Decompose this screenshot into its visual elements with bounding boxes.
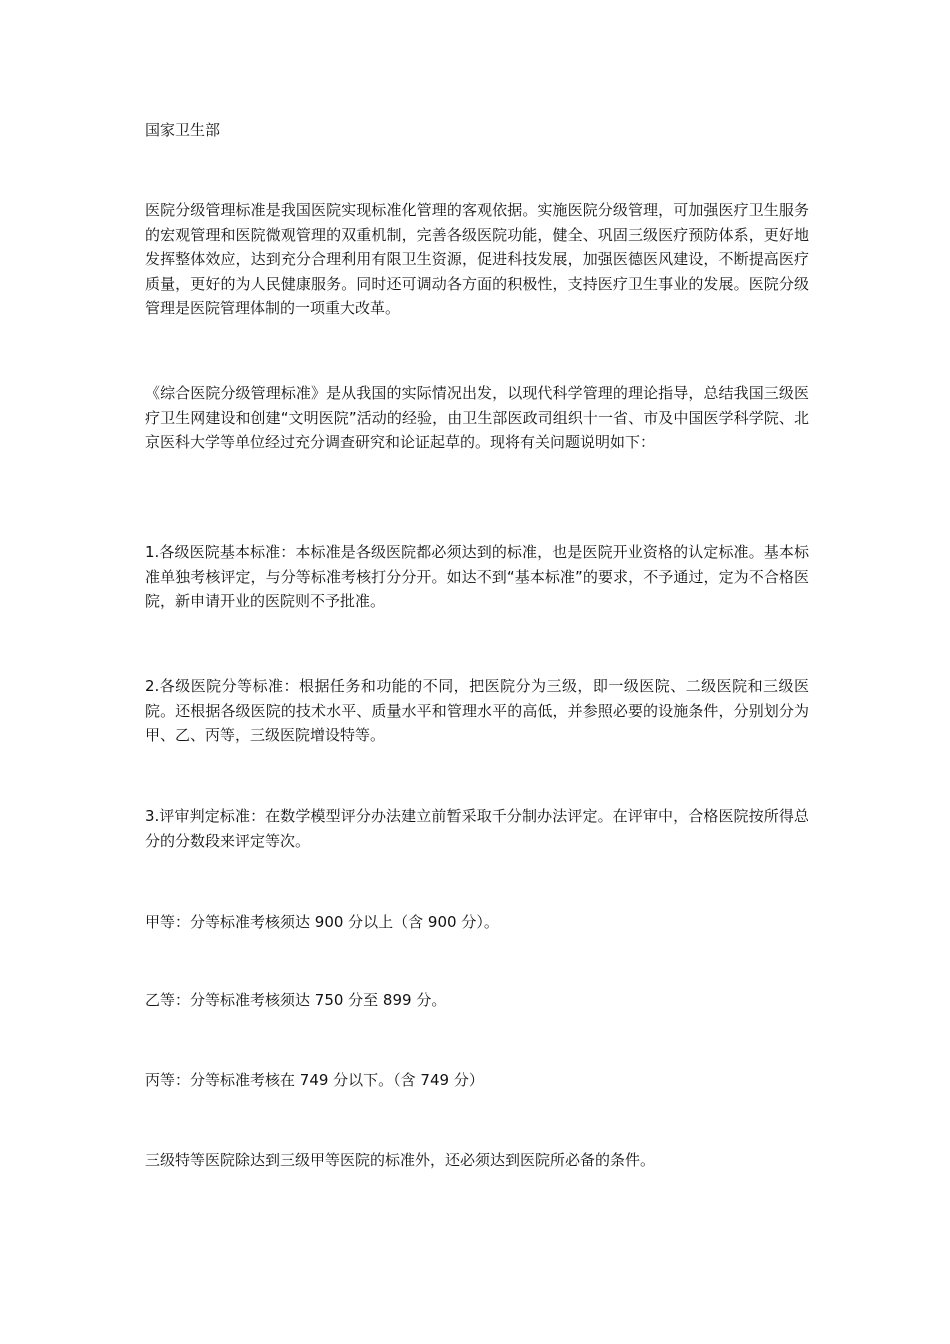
document-header: 国家卫生部 bbox=[145, 121, 221, 139]
grade-c-line: 丙等：分等标准考核在 749 分以下。（含 749 分） bbox=[145, 1071, 484, 1089]
item-basic-standard: 1.各级医院基本标准：本标准是各级医院都必须达到的标准，也是医院开业资格的认定标准。基本标准单独考核评定，与分等标准考核打分分开。如达不到“基本标准”的要求，不予通过，定为不合格医院，新申请开业的医院则不予批准。 bbox=[145, 543, 809, 610]
grade-b-line: 乙等：分等标准考核须达 750 分至 899 分。 bbox=[145, 991, 447, 1009]
standard-paragraph: 《综合医院分级管理标准》是从我国的实际情况出发，以现代科学管理的理论指导，总结我国三级医疗卫生网建设和创建“文明医院”活动的经验，由卫生部医政司组织十一省、市及中国医学科学院、北京医科大学等单位经过充分调查研究和论证起草的。现将有关问题说明如下： bbox=[145, 384, 809, 451]
special-grade-paragraph: 三级特等医院除达到三级甲等医院的标准外，还必须达到医院所必备的条件。 bbox=[145, 1151, 656, 1169]
item-grade-standard: 2.各级医院分等标准：根据任务和功能的不同，把医院分为三级，即一级医院、二级医院和三级医院。还根据各级医院的技术水平、质量水平和管理水平的高低，并参照必要的设施条件，分别划分为甲、乙、丙等，三级医院增设特等。 bbox=[145, 677, 809, 744]
item-review-standard: 3.评审判定标准：在数学模型评分办法建立前暂采取千分制办法评定。在评审中，合格医院按所得总分的分数段来评定等次。 bbox=[145, 807, 809, 850]
grade-a-line: 甲等：分等标准考核须达 900 分以上（含 900 分）。 bbox=[145, 913, 499, 931]
intro-paragraph: 医院分级管理标准是我国医院实现标准化管理的客观依据。实施医院分级管理，可加强医疗卫生服务的宏观管理和医院微观管理的双重机制，完善各级医院功能，健全、巩固三级医疗预防体系，更好地发挥整体效应，达到充分合理利用有限卫生资源，促进科技发展，加强医德医风建设，不断提高医疗质量，更好的为人民健康服务。同时还可调动各方面的积极性，支持医疗卫生事业的发展。医院分级管理是医院管理体制的一项重大改革。 bbox=[145, 201, 809, 317]
